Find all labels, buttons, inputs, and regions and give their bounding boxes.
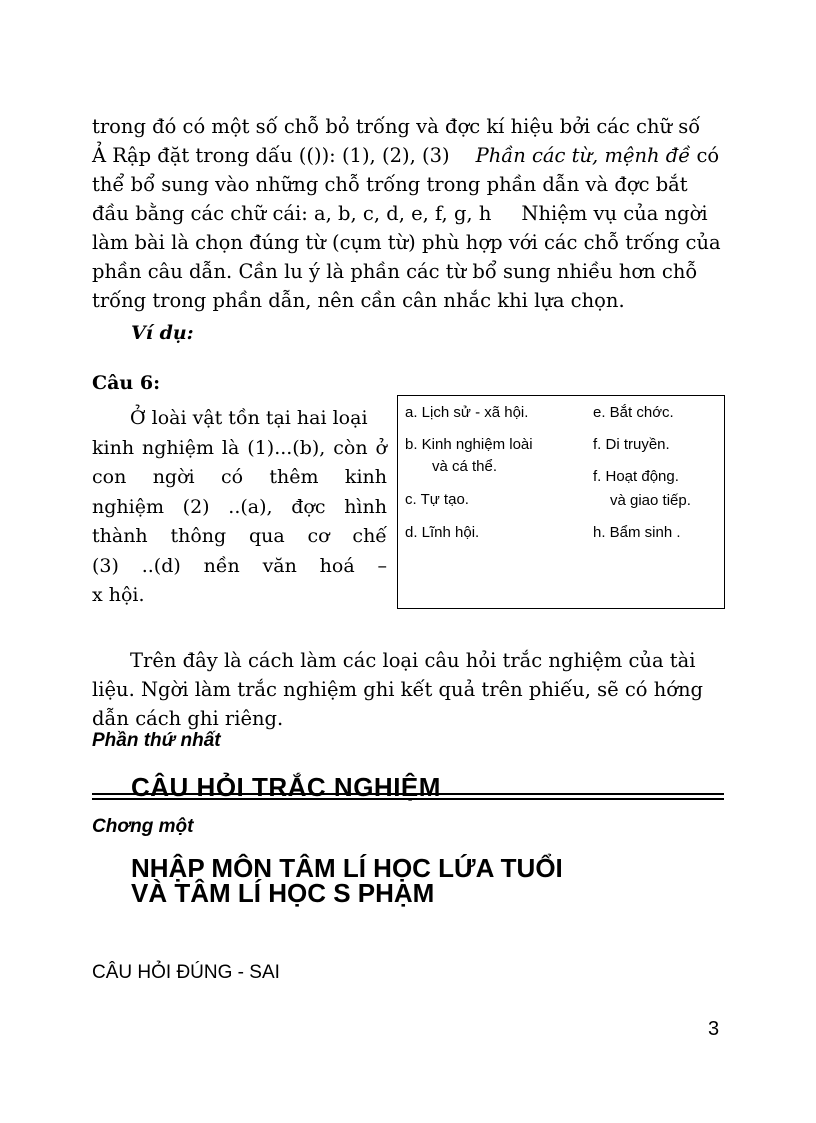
option-h: h. Bẩm sinh . — [593, 524, 681, 541]
intro-line-2-text: Ả Rập đặt trong dấu (()): (1), (2), (3) — [92, 144, 450, 167]
question-line-2: kinh nghiệm là (1)...(b), còn ở — [92, 436, 387, 459]
chapter-label: Chơng một — [92, 816, 194, 837]
intro-task-fragment: Nhiệm vụ của ngời — [521, 202, 708, 225]
chapter-title-line-1: NHẬP MÔN TÂM LÍ HỌC LỨA TUỔI — [131, 853, 563, 883]
question-line-6: (3) ..(d) nền văn hoá – — [92, 554, 387, 577]
intro-line-5: làm bài là chọn đúng từ (cụm từ) phù hợp với các chỗ trống của — [92, 231, 721, 254]
option-f1: f. Di truyền. — [593, 436, 670, 453]
example-label: Ví dụ: — [131, 322, 194, 344]
closing-line-3: dẫn cách ghi riêng. — [92, 707, 284, 730]
intro-italic-fragment: Phần các từ, mệnh đề — [475, 144, 691, 167]
option-f2: f. Hoạt động. — [593, 468, 679, 485]
subsection-title: CÂU HỎI ĐÚNG - SAI — [92, 962, 280, 983]
intro-line-7: trống trong phần dẫn, nên cần cân nhắc khi lựa chọn. — [92, 289, 625, 312]
question-line-4: nghiệm (2) ..(a), đợc hình — [92, 495, 387, 518]
chapter-title-line-2: VÀ TÂM LÍ HỌC S PHẠM — [131, 878, 435, 908]
option-f2-cont: và giao tiếp. — [610, 492, 691, 509]
intro-line-2 — [92, 141, 724, 170]
question-line-3: con ngời có thêm kinh — [92, 466, 387, 488]
question-line-7: x hội. — [92, 584, 145, 606]
intro-line-3: thể bổ sung vào những chỗ trống trong phần dẫn và đợc bắt — [92, 173, 688, 196]
intro-paragraph — [92, 112, 724, 315]
option-a: a. Lịch sử - xã hội. — [405, 404, 529, 421]
option-b: b. Kinh nghiệm loài — [405, 436, 533, 453]
part-title: Phần thứ nhất — [92, 730, 221, 751]
intro-line-4-text: đầu bằng các chữ cái: a, b, c, d, e, f, g, h — [92, 202, 492, 225]
intro-line-1: trong đó có một số chỗ bỏ trống và đợc kí hiệu bởi các chữ số — [92, 115, 701, 138]
question-text — [92, 404, 387, 611]
intro-italic-tail: có — [696, 144, 720, 167]
question-line-5: thành thông qua cơ chế — [92, 525, 387, 547]
closing-line-1: Trên đây là cách làm các loại câu hỏi trắc nghiệm của tài — [130, 649, 696, 672]
intro-line-6: phần câu dẫn. Cần lu ý là phần các từ bổ sung nhiều hơn chỗ — [92, 260, 698, 283]
option-d: d. Lĩnh hội. — [405, 524, 480, 541]
page-number: 3 — [708, 1018, 720, 1040]
intro-line-4 — [92, 199, 724, 228]
options-box — [397, 395, 725, 609]
chapter-title — [131, 853, 563, 908]
option-c: c. Tự tạo. — [405, 491, 469, 508]
question-line-1: Ở loài vật tồn tại hai loại — [130, 407, 368, 429]
section-title: CÂU HỎI TRẮC NGHIỆM — [131, 772, 441, 802]
question-label: Câu 6: — [92, 372, 161, 394]
option-e: e. Bắt chớc. — [593, 404, 674, 421]
closing-paragraph — [92, 646, 724, 733]
option-b-cont: và cá thể. — [432, 458, 498, 475]
closing-line-2: liệu. Ngời làm trắc nghiệm ghi kết quả trên phiếu, sẽ có hớng — [92, 678, 704, 701]
